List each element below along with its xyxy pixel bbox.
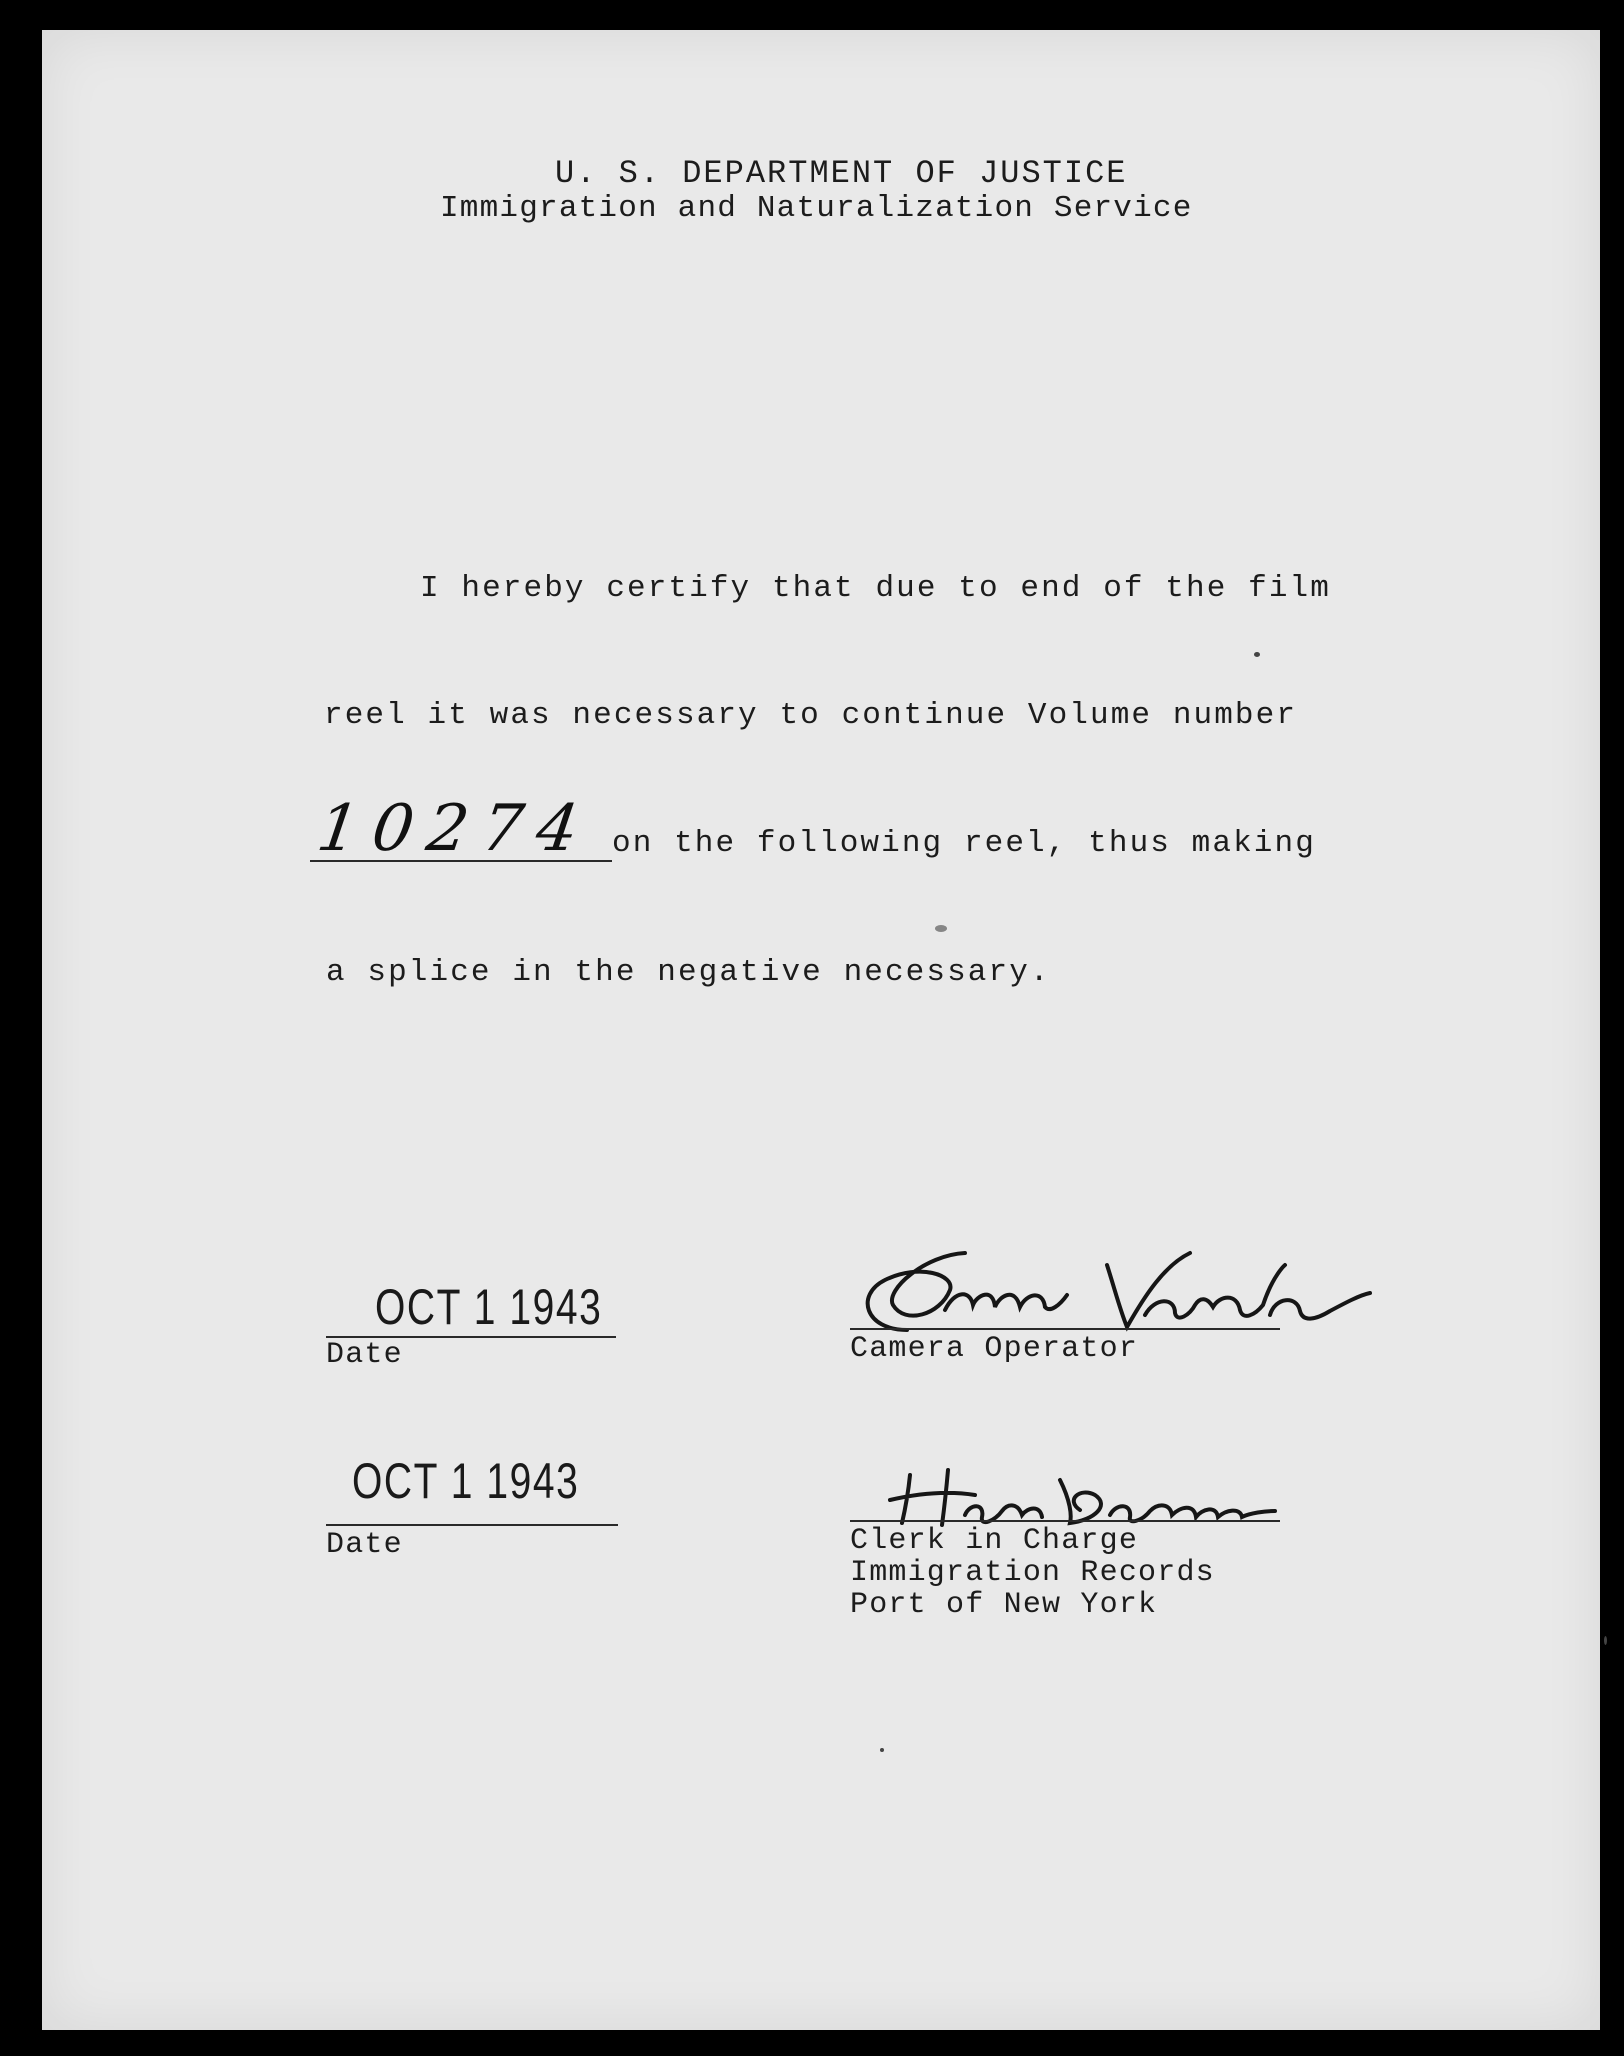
certification-line-4: a splice in the negative necessary. (326, 955, 1051, 990)
certification-line-3: on the following reel, thus making (612, 826, 1316, 861)
service-subheading: Immigration and Naturalization Service (440, 191, 1193, 226)
certification-line-1: I hereby certify that due to end of the film (420, 571, 1331, 606)
date-label-camera-operator: Date (326, 1338, 403, 1372)
film-speck (1604, 1636, 1607, 1645)
department-heading: U. S. DEPARTMENT OF JUSTICE (555, 155, 1128, 192)
date-line-clerk (326, 1524, 618, 1526)
date-stamp-clerk: OCT 1 1943 (352, 1453, 580, 1509)
clerk-title-line-3: Port of New York (850, 1588, 1158, 1622)
clerk-title-line-1: Clerk in Charge (850, 1524, 1139, 1558)
film-speck (1254, 652, 1260, 657)
signature-line-camera-operator (850, 1328, 1280, 1330)
document-page (42, 30, 1600, 2030)
signature-line-clerk (850, 1520, 1280, 1522)
date-label-clerk: Date (326, 1528, 403, 1562)
volume-number-handwritten: 10274 (312, 792, 597, 866)
date-stamp-camera-operator: OCT 1 1943 (375, 1279, 603, 1335)
certification-line-2: reel it was necessary to continue Volume number (324, 698, 1298, 733)
film-speck (880, 1748, 884, 1752)
film-speck (935, 925, 947, 932)
camera-operator-title: Camera Operator (850, 1332, 1139, 1366)
clerk-title-line-2: Immigration Records (850, 1556, 1215, 1590)
clerk-signature (880, 1455, 1300, 1535)
